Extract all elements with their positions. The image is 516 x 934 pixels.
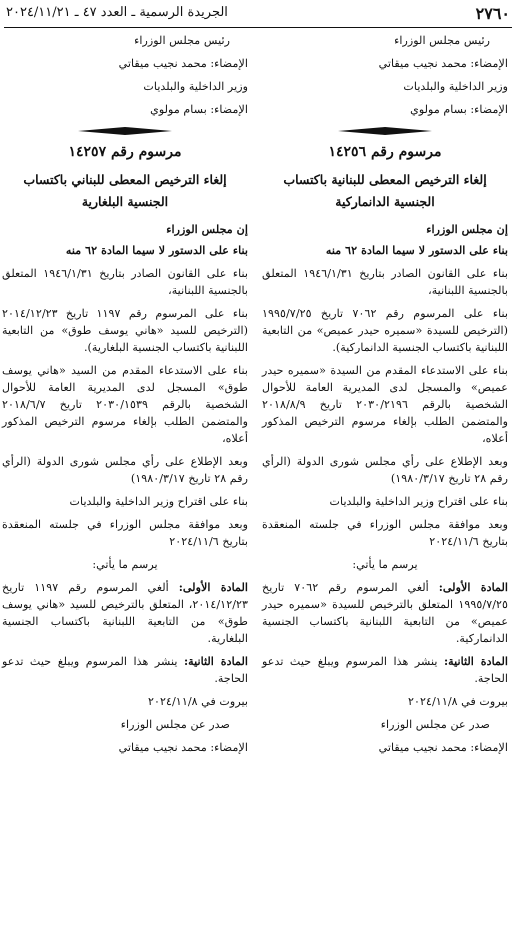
- decree-number: مرسوم رقم ١٤٢٥٦: [328, 144, 442, 160]
- signature-name: الإمضاء: محمد نجيب ميقاتي: [118, 741, 248, 754]
- recital: بناء على المرسوم رقم ١١٩٧ تاريخ ٢٠١٤/١٢/٢٣ (الترخيص للسيد «هاني يوسف طوق» من التابعية اللبنانية باكتساب الجنسية البلغارية).: [2, 307, 249, 354]
- decree-title: إلغاء الترخيص المعطى للبناني باكتساب الجنسية البلغارية: [23, 172, 227, 209]
- header-rule: [4, 27, 512, 28]
- article-text: ألغي المرسوم رقم ٧٠٦٢ تاريخ ١٩٩٥/٧/٢٥ المتعلق بالترخيص للسيدة «سميره حيدر عميص» من التابعية اللبنانية باكتساب الجنسية الدانماركية.: [262, 581, 508, 645]
- council-heading: إن مجلس الوزراء: [166, 222, 248, 236]
- signature-name: الإمضاء: محمد نجيب ميقاتي: [378, 57, 508, 70]
- recital: وبعد موافقة مجلس الوزراء في جلسته المنعقدة بتاريخ ٢٠٢٤/١١/٦: [262, 518, 508, 548]
- place-date: بيروت في ٢٠٢٤/١١/٨: [408, 695, 508, 708]
- article-label: المادة الأولى:: [178, 580, 248, 594]
- recital: وبعد الإطلاع على رأي مجلس شورى الدولة (الرأي رقم ٢٨ تاريخ ١٩٨٠/٣/١٧): [2, 455, 248, 485]
- constitution-clause: بناء على الدستور لا سيما المادة ٦٢ منه: [65, 243, 248, 257]
- signature-name: الإمضاء: بسام مولوي: [150, 103, 248, 116]
- article-label: المادة الثانية:: [184, 654, 248, 668]
- recital: بناء على اقتراح وزير الداخلية والبلديات: [329, 495, 508, 508]
- decree-number: مرسوم رقم ١٤٢٥٧: [68, 144, 182, 160]
- signature-title: رئيس مجلس الوزراء: [394, 34, 490, 47]
- place-date: بيروت في ٢٠٢٤/١١/٨: [148, 695, 248, 708]
- article-text: ينشر هذا المرسوم ويبلغ حيث تدعو الحاجة.: [2, 655, 248, 685]
- article-text: ألغي المرسوم رقم ١١٩٧ تاريخ ٢٠١٤/١٢/٢٣، المتعلق بالترخيص للسيد «هاني يوسف طوق» من التابعية اللبنانية باكتساب الجنسية البلغارية.: [2, 581, 248, 645]
- issued-by: صدر عن مجلس الوزراء: [120, 718, 230, 731]
- article-2: [262, 653, 508, 687]
- article-1: [262, 579, 508, 647]
- gazette-title: الجريدة الرسمية ـ العدد ٤٧ ـ ٢٠٢٤/١١/٢١: [6, 5, 228, 20]
- article-1: [2, 579, 248, 647]
- decrees-heading: يرسم ما يأتي:: [92, 558, 158, 571]
- signature-title: وزير الداخلية والبلديات: [403, 80, 508, 93]
- article-2: [2, 653, 248, 687]
- issued-by: صدر عن مجلس الوزراء: [380, 718, 490, 731]
- article-text: ينشر هذا المرسوم ويبلغ حيث تدعو الحاجة.: [262, 655, 508, 685]
- recital: بناء على اقتراح وزير الداخلية والبلديات: [69, 495, 248, 508]
- recital: بناء على الاستدعاء المقدم من السيد «هاني يوسف طوق» المسجل لدى المديرية العامة للأحوال الشخصية بالرقم ٢٠٣٠/١٥٣٩ تاريخ ٢٠١٨/٦/٧ والمتضمن الطلب بإلغاء مرسوم الترخيص المذكور أعلاه،: [2, 364, 248, 445]
- recital: بناء على القانون الصادر بتاريخ ١٩٤٦/١/٣١ المتعلق بالجنسية اللبنانية،: [262, 267, 508, 297]
- section-divider: [2, 124, 248, 134]
- constitution-clause: بناء على الدستور لا سيما المادة ٦٢ منه: [325, 243, 508, 257]
- article-label: المادة الثانية:: [444, 654, 508, 668]
- signature-name: الإمضاء: محمد نجيب ميقاتي: [378, 741, 508, 754]
- recital: وبعد موافقة مجلس الوزراء في جلسته المنعقدة بتاريخ ٢٠٢٤/١١/٦: [2, 518, 248, 548]
- recital: وبعد الإطلاع على رأي مجلس شورى الدولة (الرأي رقم ٢٨ تاريخ ١٩٨٠/٣/١٧): [262, 455, 508, 485]
- signature-title: رئيس مجلس الوزراء: [134, 34, 230, 47]
- recital: بناء على القانون الصادر بتاريخ ١٩٤٦/١/٣١ المتعلق بالجنسية اللبنانية،: [2, 267, 248, 297]
- decree-title: إلغاء الترخيص المعطى للبنانية باكتساب الجنسية الدانماركية: [283, 172, 487, 209]
- recital: بناء على المرسوم رقم ٧٠٦٢ تاريخ ١٩٩٥/٧/٢٥ (الترخيص للسيدة «سميره حيدر عميص» من التابعية اللبنانية باكتساب الجنسية الدانماركية).: [262, 307, 508, 354]
- recital: بناء على الاستدعاء المقدم من السيدة «سميره حيدر عميص» والمسجل لدى المديرية العامة للأحوال الشخصية بالرقم ٢٠٣٠/٢١٩٦ تاريخ ٢٠١٨/٨/٩ والمتضمن الطلب بإلغاء مرسوم الترخيص المذكور أعلاه،: [262, 364, 508, 445]
- council-heading: إن مجلس الوزراء: [426, 222, 508, 236]
- decrees-heading: يرسم ما يأتي:: [352, 558, 418, 571]
- page-header: [0, 0, 516, 28]
- section-divider: [262, 124, 508, 134]
- page-number: ٢٧٦٠: [475, 4, 510, 23]
- signature-title: وزير الداخلية والبلديات: [143, 80, 248, 93]
- right-column: [262, 32, 508, 762]
- signature-name: الإمضاء: بسام مولوي: [410, 103, 508, 116]
- left-column: [2, 32, 248, 762]
- signature-name: الإمضاء: محمد نجيب ميقاتي: [118, 57, 248, 70]
- article-label: المادة الأولى:: [438, 580, 508, 594]
